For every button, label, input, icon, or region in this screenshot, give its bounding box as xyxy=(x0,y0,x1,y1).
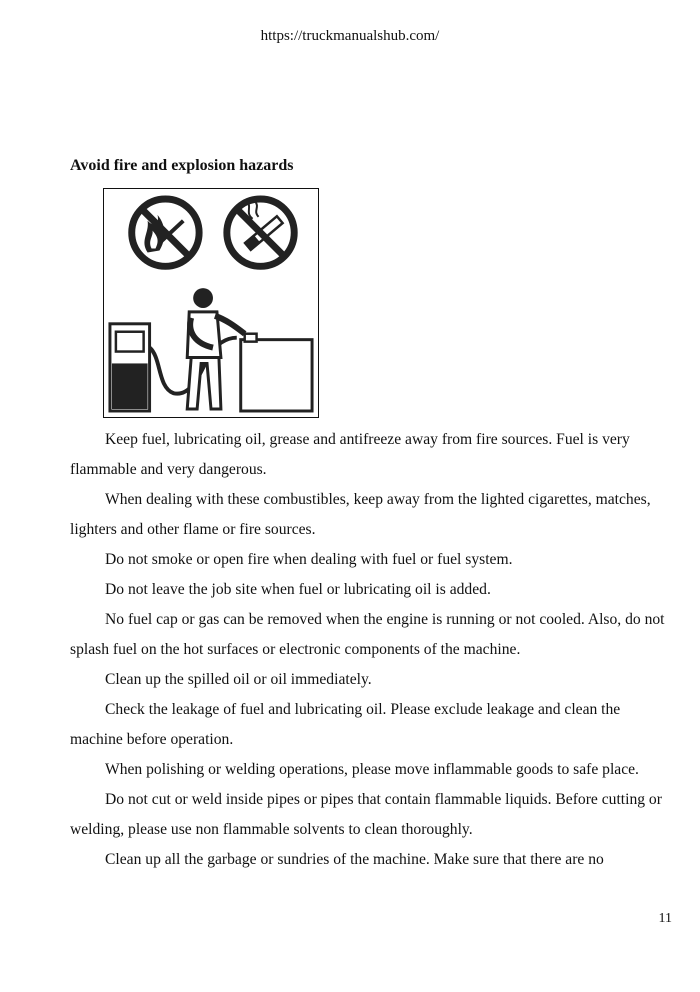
no-smoking-sign-icon xyxy=(227,199,294,266)
fuel-tank-icon xyxy=(241,334,312,411)
body-text xyxy=(70,425,670,875)
paragraph: Do not smoke or open fire when dealing with fuel or fuel system. xyxy=(105,551,513,568)
no-open-flame-sign-icon xyxy=(132,199,199,266)
paragraph: When polishing or welding operations, please move inflammable goods to safe place. xyxy=(105,761,639,778)
fire-hazard-illustration xyxy=(103,188,319,418)
paragraph: Check the leakage of fuel and lubricating oil. Please exclude leakage and clean the machine before operation. xyxy=(70,701,621,748)
section-title: Avoid fire and explosion hazards xyxy=(70,157,294,174)
paragraph: Clean up the spilled oil or oil immediately. xyxy=(105,671,372,688)
paragraph: Do not leave the job site when fuel or lubricating oil is added. xyxy=(105,581,491,598)
person-refueling-icon xyxy=(187,288,244,409)
paragraph: No fuel cap or gas can be removed when the engine is running or not cooled. Also, do not splash fuel on the hot surfaces or electronic components of the machine. xyxy=(70,611,665,658)
paragraph: When dealing with these combustibles, keep away from the lighted cigarettes, matches, lighters and other flame or fire sources. xyxy=(70,491,651,538)
paragraph: Clean up all the garbage or sundries of the machine. Make sure that there are no xyxy=(105,851,604,868)
header-url: https://truckmanualshub.com/ xyxy=(260,28,440,44)
paragraph: Keep fuel, lubricating oil, grease and antifreeze away from fire sources. Fuel is very flammable and very dangerous. xyxy=(70,431,630,478)
page-number: 11 xyxy=(658,911,672,926)
paragraph: Do not cut or weld inside pipes or pipes that contain flammable liquids. Before cutting or welding, please use non flammable solvents to clean thoroughly. xyxy=(70,791,662,838)
